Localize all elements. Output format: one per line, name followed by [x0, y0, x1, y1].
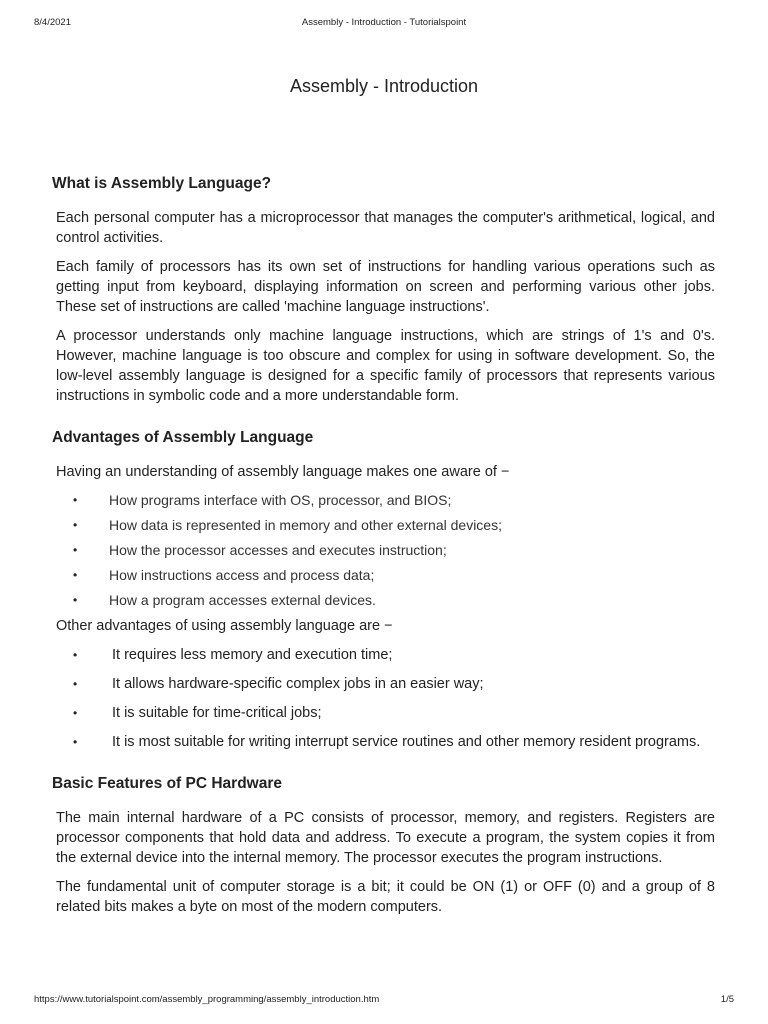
print-header	[34, 17, 734, 31]
bullet-icon: •	[73, 648, 78, 662]
print-title: Assembly - Introduction - Tutorialspoint	[301, 17, 467, 28]
list-item	[52, 516, 715, 534]
print-date: 8/4/2021	[34, 17, 71, 28]
heading-what-is-assembly: What is Assembly Language?	[52, 175, 272, 192]
other-advantages-list	[52, 645, 715, 752]
list-item-text: How a program accesses external devices.	[109, 592, 376, 608]
list-item	[52, 703, 715, 723]
bullet-icon: •	[73, 706, 78, 720]
list-item-text: It is suitable for time-critical jobs;	[112, 705, 322, 721]
list-item-text: It allows hardware-specific complex jobs in an easier way;	[112, 676, 484, 692]
paragraph: A processor understands only machine language instructions, which are strings of 1's and 0's. However, machine language is too obscure and complex for using in software development. So, the low-level assembly language is designed for a specific family of processors that represents various instructions in symbolic code and a more understandable form.	[56, 328, 715, 404]
list-item-text: How programs interface with OS, processor, and BIOS;	[109, 492, 452, 508]
heading-pc-hardware: Basic Features of PC Hardware	[52, 775, 283, 792]
bullet-icon: •	[73, 543, 78, 557]
list-item-text: How data is represented in memory and other external devices;	[109, 517, 502, 533]
paragraph: The fundamental unit of computer storage is a bit; it could be ON (1) or OFF (0) and a group of 8 related bits makes a byte on most of the modern computers.	[56, 879, 715, 915]
list-item	[52, 541, 715, 559]
list-item	[52, 591, 715, 609]
bullet-icon: •	[73, 493, 78, 507]
list-item	[52, 674, 715, 694]
list-item-text: It is most suitable for writing interrupt service routines and other memory resident programs.	[112, 734, 701, 750]
list-item	[52, 491, 715, 509]
print-footer	[34, 994, 734, 1008]
list-item	[52, 732, 715, 752]
bullet-icon: •	[73, 568, 78, 582]
paragraph: The main internal hardware of a PC consists of processor, memory, and registers. Registers are processor components that hold data and address. To execute a program, the system copies it from the external device into the internal memory. The processor executes the program instructions.	[56, 810, 715, 866]
page-url: https://www.tutorialspoint.com/assembly_programming/assembly_introduction.htm	[34, 994, 380, 1005]
page-number: 1/5	[720, 994, 734, 1005]
bullet-icon: •	[73, 677, 78, 691]
list-item-text: How instructions access and process data;	[109, 567, 375, 583]
list-item-text: How the processor accesses and executes instruction;	[109, 542, 447, 558]
paragraph: Each family of processors has its own set of instructions for handling various operations such as getting input from keyboard, displaying information on screen and performing various other jobs. These set of instructions are called 'machine language instructions'.	[56, 259, 715, 315]
article-content	[52, 174, 715, 926]
list-item	[52, 566, 715, 584]
paragraph: Having an understanding of assembly language makes one aware of −	[56, 464, 510, 480]
awareness-list	[52, 491, 715, 609]
list-item	[52, 645, 715, 665]
bullet-icon: •	[73, 518, 78, 532]
list-item-text: It requires less memory and execution time;	[112, 647, 393, 663]
paragraph: Each personal computer has a microprocessor that manages the computer's arithmetical, logical, and control activities.	[56, 210, 715, 246]
paragraph: Other advantages of using assembly language are −	[56, 618, 393, 634]
heading-advantages: Advantages of Assembly Language	[52, 429, 314, 446]
bullet-icon: •	[73, 735, 78, 749]
page-title: Assembly - Introduction	[289, 76, 479, 96]
bullet-icon: •	[73, 593, 78, 607]
